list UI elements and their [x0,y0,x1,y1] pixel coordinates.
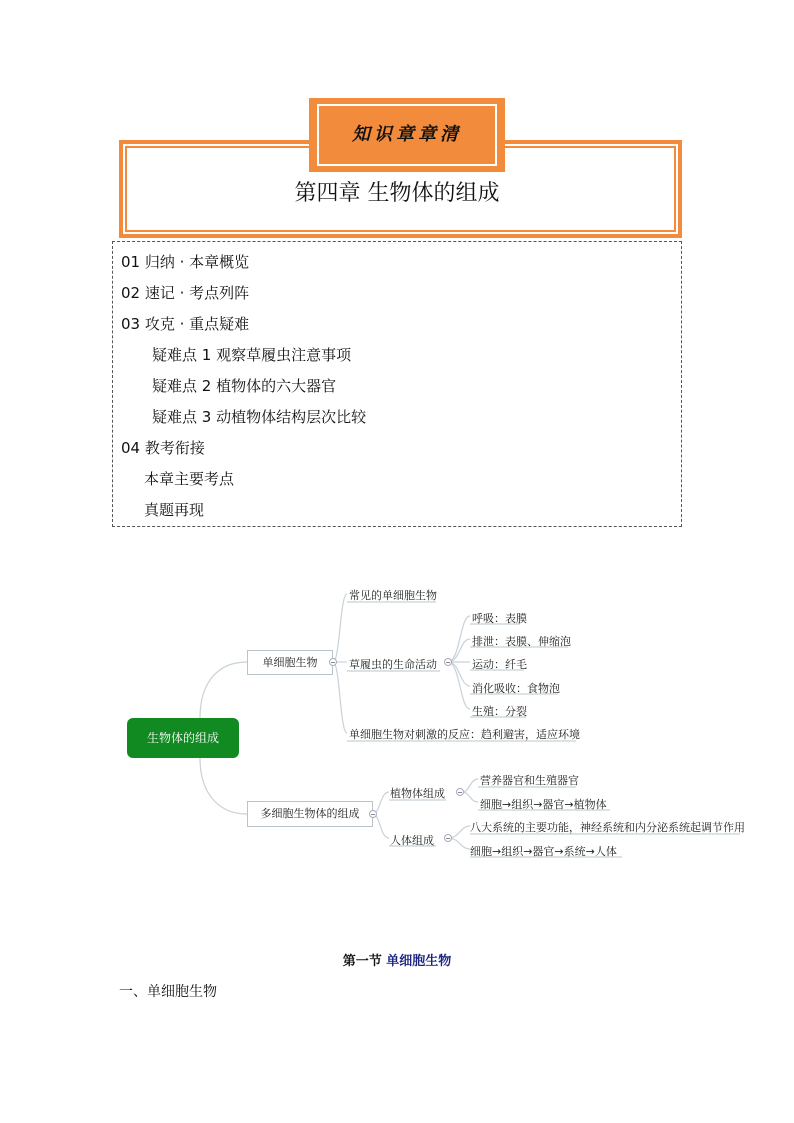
toc-item[interactable]: 04 教考衔接 [121,439,205,457]
toc-subitem[interactable]: 疑难点 3 动植物体结构层次比较 [152,408,367,426]
toc-subitem[interactable]: 真题再现 [144,501,205,519]
section-label: 第一节 [342,954,382,969]
collapse-icon[interactable] [329,658,337,666]
node-activity[interactable]: 运动：纤毛 [472,658,527,671]
sub-heading: 一、单细胞生物 [119,984,217,1000]
section-name: 单细胞生物 [386,954,452,969]
node-activity[interactable]: 排泄：表膜、伸缩泡 [472,635,571,648]
node-activity[interactable]: 呼吸：表膜 [472,612,527,625]
collapse-icon[interactable] [369,810,377,818]
node-paramecium-activities[interactable]: 草履虫的生命活动 [349,658,437,671]
node-stimulus-response[interactable]: 单细胞生物对刺激的反应：趋利避害，适应环境 [349,728,580,741]
chapter-title: 第四章 生物体的组成 [294,181,500,206]
toc-subitem[interactable]: 疑难点 2 植物体的六大器官 [152,377,337,395]
toc-item[interactable]: 02 速记 · 考点列阵 [121,284,250,302]
node-common-single-cell[interactable]: 常见的单细胞生物 [349,589,437,602]
node-human-composition[interactable]: 人体组成 [390,834,434,847]
node-activity[interactable]: 消化吸收：食物泡 [472,682,560,695]
node-activity[interactable]: 生殖：分裂 [472,705,527,718]
node-plant-composition[interactable]: 植物体组成 [390,787,445,800]
node-human-item[interactable]: 八大系统的主要功能，神经系统和内分泌系统起调节作用 [470,821,745,834]
node-multicellular[interactable]: 多细胞生物体的组成 [247,801,373,827]
toc-item[interactable]: 03 攻克 · 重点疑难 [121,315,250,333]
toc-item[interactable]: 01 归纳 · 本章概览 [121,253,250,271]
mind-map [0,570,794,870]
section-title [0,950,794,969]
collapse-icon[interactable] [444,834,452,842]
banner-tab-text: 知识章章清 [352,124,462,145]
banner-tab [309,98,505,172]
collapse-icon[interactable] [444,658,452,666]
table-of-contents [112,241,682,527]
node-single-cell[interactable]: 单细胞生物 [247,650,333,675]
toc-subitem[interactable]: 本章主要考点 [144,470,235,488]
node-plant-item[interactable]: 营养器官和生殖器官 [480,774,579,787]
collapse-icon[interactable] [456,788,464,796]
toc-subitem[interactable]: 疑难点 1 观察草履虫注意事项 [152,346,352,364]
node-human-item[interactable]: 细胞→组织→器官→系统→人体 [470,845,617,858]
node-plant-item[interactable]: 细胞→组织→器官→植物体 [480,798,607,811]
mind-map-root[interactable]: 生物体的组成 [127,718,239,758]
